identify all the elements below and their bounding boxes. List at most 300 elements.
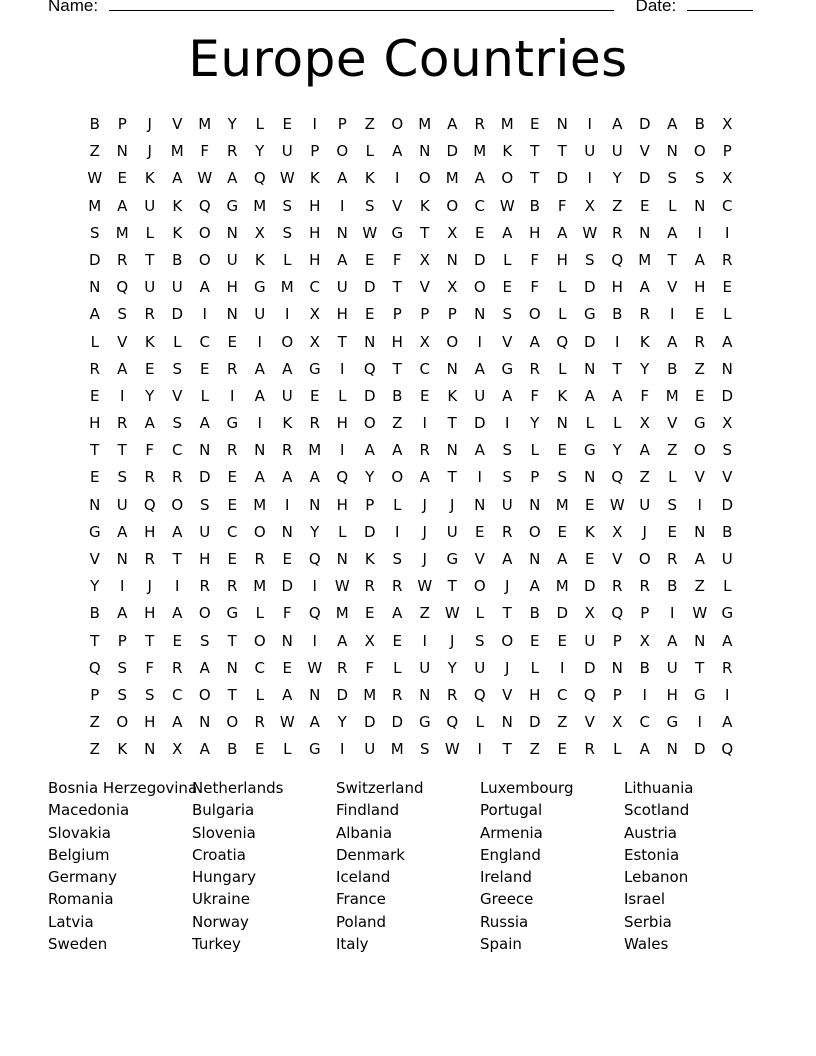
grid-letter[interactable]: T <box>447 414 457 433</box>
grid-letter[interactable]: E <box>282 115 292 133</box>
grid-letter[interactable]: T <box>530 169 540 188</box>
grid-letter[interactable]: G <box>693 414 706 433</box>
grid-letter[interactable]: B <box>529 604 540 623</box>
grid-letter[interactable]: D <box>583 278 596 297</box>
grid-letter[interactable]: H <box>529 223 541 242</box>
grid-letter[interactable]: K <box>364 550 375 568</box>
grid-letter[interactable]: E <box>557 522 567 541</box>
grid-letter[interactable]: X <box>419 332 430 351</box>
grid-letter[interactable]: Z <box>89 740 100 759</box>
grid-letter[interactable]: Y <box>447 658 457 677</box>
grid-letter[interactable]: W <box>334 577 350 596</box>
grid-letter[interactable]: A <box>667 332 678 351</box>
grid-letter[interactable]: S <box>364 196 375 215</box>
grid-letter[interactable]: H <box>144 522 156 541</box>
grid-letter[interactable]: L <box>558 278 567 297</box>
grid-letter[interactable]: T <box>337 332 347 351</box>
grid-letter[interactable]: G <box>446 550 459 568</box>
grid-letter[interactable]: H <box>144 713 156 732</box>
grid-letter[interactable]: N <box>584 468 596 487</box>
grid-letter[interactable]: E <box>530 115 540 133</box>
grid-letter[interactable]: B <box>722 522 733 541</box>
grid-letter[interactable]: M <box>473 142 487 161</box>
grid-letter[interactable]: I <box>340 740 345 759</box>
grid-letter[interactable]: Q <box>611 604 624 623</box>
grid-letter[interactable]: O <box>198 604 211 623</box>
grid-letter[interactable]: O <box>473 577 486 596</box>
grid-letter[interactable]: L <box>668 196 677 215</box>
grid-letter[interactable]: U <box>639 495 651 514</box>
grid-letter[interactable]: N <box>226 305 238 324</box>
grid-letter[interactable]: I <box>395 169 400 188</box>
grid-letter[interactable]: I <box>422 414 427 433</box>
grid-letter[interactable]: T <box>392 359 402 378</box>
grid-letter[interactable]: O <box>391 115 404 133</box>
grid-letter[interactable]: N <box>199 441 211 460</box>
grid-letter[interactable]: S <box>89 223 100 242</box>
grid-letter[interactable]: E <box>557 631 567 650</box>
grid-letter[interactable]: W <box>87 169 103 188</box>
grid-letter[interactable]: V <box>419 278 430 297</box>
grid-letter[interactable]: N <box>336 223 348 242</box>
grid-letter[interactable]: Q <box>308 550 321 568</box>
grid-letter[interactable]: L <box>173 332 182 351</box>
grid-letter[interactable]: M <box>665 386 679 405</box>
grid-letter[interactable]: L <box>613 414 622 433</box>
grid-letter[interactable]: H <box>89 414 101 433</box>
grid-letter[interactable]: I <box>120 386 125 405</box>
grid-letter[interactable]: N <box>419 142 431 161</box>
grid-letter[interactable]: D <box>583 658 596 677</box>
grid-letter[interactable]: E <box>90 386 100 405</box>
grid-letter[interactable]: X <box>364 631 375 650</box>
grid-letter[interactable]: L <box>338 386 347 405</box>
grid-letter[interactable]: R <box>144 305 155 324</box>
grid-letter[interactable]: V <box>172 115 183 133</box>
grid-letter[interactable]: E <box>200 359 210 378</box>
grid-letter[interactable]: Z <box>392 414 403 433</box>
grid-letter[interactable]: I <box>477 468 482 487</box>
grid-letter[interactable]: U <box>364 740 376 759</box>
grid-letter[interactable]: N <box>281 522 293 541</box>
grid-letter[interactable]: J <box>505 577 510 596</box>
grid-letter[interactable]: G <box>226 196 239 215</box>
grid-letter[interactable]: U <box>446 522 458 541</box>
grid-letter[interactable]: A <box>337 169 348 188</box>
grid-letter[interactable]: R <box>172 468 183 487</box>
grid-letter[interactable]: C <box>309 278 320 297</box>
grid-letter[interactable]: R <box>474 115 485 133</box>
grid-letter[interactable]: I <box>120 577 125 596</box>
grid-letter[interactable]: F <box>530 250 540 269</box>
grid-letter[interactable]: W <box>417 577 433 596</box>
grid-letter[interactable]: T <box>557 142 567 161</box>
grid-letter[interactable]: N <box>501 713 513 732</box>
grid-letter[interactable]: W <box>444 604 460 623</box>
grid-letter[interactable]: K <box>557 386 568 405</box>
grid-letter[interactable]: X <box>447 278 458 297</box>
grid-letter[interactable]: A <box>117 522 128 541</box>
grid-letter[interactable]: I <box>285 305 290 324</box>
grid-letter[interactable]: I <box>725 223 730 242</box>
grid-letter[interactable]: E <box>255 740 265 759</box>
grid-letter[interactable]: Q <box>336 468 349 487</box>
grid-letter[interactable]: F <box>365 658 375 677</box>
grid-letter[interactable]: T <box>502 740 512 759</box>
grid-letter[interactable]: P <box>530 468 540 487</box>
grid-letter[interactable]: Y <box>530 414 540 433</box>
grid-letter[interactable]: B <box>529 196 540 215</box>
grid-letter[interactable]: N <box>694 522 706 541</box>
grid-letter[interactable]: S <box>419 740 430 759</box>
grid-letter[interactable]: K <box>172 196 183 215</box>
grid-letter[interactable]: A <box>474 169 485 188</box>
grid-letter[interactable]: F <box>145 441 155 460</box>
grid-letter[interactable]: O <box>638 550 651 568</box>
grid-letter[interactable]: E <box>667 522 677 541</box>
grid-letter[interactable]: G <box>308 359 321 378</box>
grid-letter[interactable]: I <box>422 631 427 650</box>
grid-letter[interactable]: I <box>312 577 317 596</box>
grid-letter[interactable]: E <box>640 196 650 215</box>
grid-letter[interactable]: I <box>697 713 702 732</box>
grid-letter[interactable]: C <box>254 658 265 677</box>
grid-letter[interactable]: M <box>445 169 459 188</box>
grid-letter[interactable]: G <box>418 713 431 732</box>
grid-letter[interactable]: I <box>312 115 317 133</box>
grid-letter[interactable]: Z <box>694 577 705 596</box>
grid-letter[interactable]: T <box>420 223 430 242</box>
grid-letter[interactable]: E <box>502 278 512 297</box>
grid-letter[interactable]: A <box>227 169 238 188</box>
grid-letter[interactable]: T <box>530 142 540 161</box>
grid-letter[interactable]: E <box>392 631 402 650</box>
grid-letter[interactable]: I <box>257 414 262 433</box>
grid-letter[interactable]: R <box>144 468 155 487</box>
grid-letter[interactable]: F <box>282 604 292 623</box>
grid-letter[interactable]: T <box>447 468 457 487</box>
grid-letter[interactable]: A <box>502 386 513 405</box>
grid-letter[interactable]: D <box>198 468 211 487</box>
grid-letter[interactable]: X <box>722 414 733 433</box>
grid-letter[interactable]: R <box>337 658 348 677</box>
grid-letter[interactable]: Z <box>694 359 705 378</box>
grid-letter[interactable]: I <box>285 495 290 514</box>
grid-letter[interactable]: J <box>147 577 152 596</box>
grid-letter[interactable]: I <box>642 685 647 704</box>
grid-letter[interactable]: N <box>639 223 651 242</box>
grid-letter[interactable]: X <box>584 604 595 623</box>
grid-letter[interactable]: X <box>612 522 623 541</box>
grid-letter[interactable]: Z <box>639 468 650 487</box>
grid-letter[interactable]: E <box>475 522 485 541</box>
grid-letter[interactable]: R <box>227 359 238 378</box>
grid-letter[interactable]: I <box>670 305 675 324</box>
grid-letter[interactable]: Q <box>611 250 624 269</box>
grid-letter[interactable]: V <box>639 142 650 161</box>
grid-letter[interactable]: R <box>227 441 238 460</box>
grid-letter[interactable]: D <box>721 386 734 405</box>
grid-letter[interactable]: Q <box>88 658 101 677</box>
grid-letter[interactable]: L <box>255 115 264 133</box>
grid-letter[interactable]: A <box>282 359 293 378</box>
grid-letter[interactable]: W <box>279 713 295 732</box>
grid-letter[interactable]: G <box>666 713 679 732</box>
grid-letter[interactable]: O <box>198 685 211 704</box>
grid-letter[interactable]: T <box>612 359 622 378</box>
grid-letter[interactable]: O <box>253 522 266 541</box>
grid-letter[interactable]: I <box>340 359 345 378</box>
grid-letter[interactable]: L <box>475 604 484 623</box>
grid-letter[interactable]: C <box>199 332 210 351</box>
grid-letter[interactable]: Z <box>419 604 430 623</box>
grid-letter[interactable]: K <box>144 332 155 351</box>
grid-letter[interactable]: A <box>254 386 265 405</box>
grid-letter[interactable]: V <box>694 468 705 487</box>
grid-letter[interactable]: K <box>172 223 183 242</box>
grid-letter[interactable]: H <box>336 305 348 324</box>
grid-letter[interactable]: B <box>667 577 678 596</box>
grid-letter[interactable]: P <box>612 631 622 650</box>
grid-letter[interactable]: Z <box>557 713 568 732</box>
grid-letter[interactable]: L <box>338 522 347 541</box>
grid-letter[interactable]: P <box>612 685 622 704</box>
grid-letter[interactable]: L <box>558 359 567 378</box>
grid-letter[interactable]: B <box>612 305 623 324</box>
grid-letter[interactable]: N <box>116 142 128 161</box>
grid-letter[interactable]: Z <box>667 441 678 460</box>
grid-letter[interactable]: I <box>725 685 730 704</box>
grid-letter[interactable]: G <box>501 359 514 378</box>
grid-letter[interactable]: S <box>392 550 403 568</box>
grid-letter[interactable]: D <box>363 713 376 732</box>
grid-letter[interactable]: U <box>474 386 486 405</box>
grid-letter[interactable]: O <box>501 631 514 650</box>
grid-letter[interactable]: A <box>144 414 155 433</box>
grid-letter[interactable]: Q <box>721 740 734 759</box>
grid-letter[interactable]: K <box>282 414 293 433</box>
grid-letter[interactable]: U <box>501 495 513 514</box>
grid-letter[interactable]: G <box>226 414 239 433</box>
grid-letter[interactable]: I <box>312 631 317 650</box>
grid-letter[interactable]: A <box>502 223 513 242</box>
grid-letter[interactable]: A <box>639 441 650 460</box>
grid-letter[interactable]: D <box>583 332 596 351</box>
grid-letter[interactable]: N <box>584 359 596 378</box>
grid-letter[interactable]: N <box>474 305 486 324</box>
grid-letter[interactable]: D <box>473 250 486 269</box>
grid-letter[interactable]: R <box>254 713 265 732</box>
grid-letter[interactable]: S <box>694 169 705 188</box>
grid-letter[interactable]: E <box>365 305 375 324</box>
grid-letter[interactable]: R <box>117 250 128 269</box>
grid-letter[interactable]: R <box>584 740 595 759</box>
grid-letter[interactable]: S <box>117 658 128 677</box>
grid-letter[interactable]: S <box>117 468 128 487</box>
grid-letter[interactable]: Q <box>446 713 459 732</box>
grid-letter[interactable]: W <box>499 196 515 215</box>
grid-letter[interactable]: E <box>227 550 237 568</box>
grid-letter[interactable]: E <box>227 332 237 351</box>
grid-letter[interactable]: I <box>340 196 345 215</box>
grid-letter[interactable]: D <box>528 713 541 732</box>
grid-letter[interactable]: A <box>392 604 403 623</box>
grid-letter[interactable]: E <box>585 550 595 568</box>
grid-letter[interactable]: I <box>395 522 400 541</box>
grid-letter[interactable]: T <box>172 550 182 568</box>
grid-letter[interactable]: Q <box>253 169 266 188</box>
grid-letter[interactable]: R <box>612 577 623 596</box>
grid-letter[interactable]: A <box>502 550 513 568</box>
grid-letter[interactable]: P <box>447 305 457 324</box>
grid-letter[interactable]: C <box>172 441 183 460</box>
grid-letter[interactable]: B <box>89 115 100 133</box>
grid-letter[interactable]: M <box>280 278 294 297</box>
grid-letter[interactable]: T <box>90 631 100 650</box>
grid-letter[interactable]: A <box>282 468 293 487</box>
grid-letter[interactable]: D <box>88 250 101 269</box>
grid-letter[interactable]: A <box>254 468 265 487</box>
grid-letter[interactable]: O <box>693 142 706 161</box>
grid-letter[interactable]: P <box>392 305 402 324</box>
grid-letter[interactable]: H <box>694 278 706 297</box>
grid-letter[interactable]: H <box>309 196 321 215</box>
grid-letter[interactable]: N <box>666 142 678 161</box>
grid-letter[interactable]: A <box>529 577 540 596</box>
grid-letter[interactable]: R <box>282 441 293 460</box>
grid-letter[interactable]: A <box>612 115 623 133</box>
grid-letter[interactable]: M <box>363 685 377 704</box>
grid-letter[interactable]: R <box>144 550 155 568</box>
grid-letter[interactable]: L <box>393 658 402 677</box>
grid-letter[interactable]: L <box>585 414 594 433</box>
grid-letter[interactable]: A <box>172 169 183 188</box>
grid-letter[interactable]: F <box>145 658 155 677</box>
grid-letter[interactable]: U <box>254 305 266 324</box>
grid-letter[interactable]: M <box>170 142 184 161</box>
grid-letter[interactable]: X <box>584 196 595 215</box>
grid-letter[interactable]: G <box>88 522 101 541</box>
grid-letter[interactable]: I <box>477 332 482 351</box>
grid-letter[interactable]: N <box>199 713 211 732</box>
grid-letter[interactable]: E <box>695 386 705 405</box>
grid-letter[interactable]: N <box>309 495 321 514</box>
grid-letter[interactable]: D <box>336 685 349 704</box>
grid-letter[interactable]: O <box>693 441 706 460</box>
grid-letter[interactable]: O <box>336 142 349 161</box>
grid-letter[interactable]: V <box>722 468 733 487</box>
grid-letter[interactable]: O <box>253 631 266 650</box>
grid-letter[interactable]: R <box>227 142 238 161</box>
grid-letter[interactable]: R <box>722 658 733 677</box>
grid-letter[interactable]: A <box>419 468 430 487</box>
grid-letter[interactable]: M <box>253 495 267 514</box>
grid-letter[interactable]: D <box>281 577 294 596</box>
grid-letter[interactable]: P <box>640 604 650 623</box>
grid-letter[interactable]: O <box>198 223 211 242</box>
grid-letter[interactable]: X <box>639 414 650 433</box>
grid-letter[interactable]: O <box>501 169 514 188</box>
grid-letter[interactable]: A <box>694 550 705 568</box>
grid-letter[interactable]: R <box>172 658 183 677</box>
grid-letter[interactable]: K <box>144 169 155 188</box>
grid-letter[interactable]: T <box>695 658 705 677</box>
grid-letter[interactable]: Q <box>556 332 569 351</box>
grid-letter[interactable]: F <box>200 142 210 161</box>
grid-letter[interactable]: A <box>722 713 733 732</box>
grid-letter[interactable]: Y <box>310 522 320 541</box>
grid-letter[interactable]: N <box>474 495 486 514</box>
grid-letter[interactable]: U <box>226 250 238 269</box>
grid-letter[interactable]: I <box>202 305 207 324</box>
grid-letter[interactable]: Q <box>363 359 376 378</box>
grid-letter[interactable]: B <box>392 386 403 405</box>
grid-letter[interactable]: R <box>694 332 705 351</box>
grid-letter[interactable]: A <box>474 441 485 460</box>
grid-letter[interactable]: H <box>391 332 403 351</box>
grid-letter[interactable]: J <box>642 522 647 541</box>
grid-letter[interactable]: N <box>666 740 678 759</box>
grid-letter[interactable]: L <box>145 223 154 242</box>
grid-letter[interactable]: C <box>227 522 238 541</box>
grid-letter[interactable]: O <box>198 250 211 269</box>
grid-letter[interactable]: C <box>172 685 183 704</box>
grid-letter[interactable]: A <box>557 550 568 568</box>
grid-letter[interactable]: M <box>253 577 267 596</box>
grid-letter[interactable]: D <box>391 713 404 732</box>
grid-letter[interactable]: E <box>227 495 237 514</box>
grid-letter[interactable]: A <box>722 332 733 351</box>
grid-letter[interactable]: R <box>419 441 430 460</box>
grid-letter[interactable]: L <box>668 468 677 487</box>
grid-letter[interactable]: V <box>502 332 513 351</box>
grid-letter[interactable]: S <box>199 631 210 650</box>
grid-letter[interactable]: K <box>447 386 458 405</box>
grid-letter[interactable]: C <box>639 713 650 732</box>
grid-letter[interactable]: P <box>420 305 430 324</box>
grid-letter[interactable]: R <box>667 550 678 568</box>
grid-letter[interactable]: U <box>144 278 156 297</box>
grid-letter[interactable]: H <box>666 685 678 704</box>
grid-letter[interactable]: S <box>667 169 678 188</box>
grid-letter[interactable]: W <box>279 169 295 188</box>
grid-letter[interactable]: D <box>446 142 459 161</box>
grid-letter[interactable]: L <box>200 386 209 405</box>
grid-letter[interactable]: K <box>502 142 513 161</box>
name-blank-line[interactable] <box>109 0 614 11</box>
grid-letter[interactable]: Z <box>612 196 623 215</box>
grid-letter[interactable]: X <box>172 740 183 759</box>
grid-letter[interactable]: R <box>364 577 375 596</box>
grid-letter[interactable]: T <box>227 685 237 704</box>
grid-letter[interactable]: A <box>392 142 403 161</box>
grid-letter[interactable]: D <box>363 522 376 541</box>
grid-letter[interactable]: J <box>422 522 427 541</box>
grid-letter[interactable]: L <box>283 250 292 269</box>
grid-letter[interactable]: S <box>282 196 293 215</box>
grid-letter[interactable]: D <box>556 169 569 188</box>
grid-letter[interactable]: A <box>172 522 183 541</box>
grid-letter[interactable]: H <box>144 604 156 623</box>
grid-letter[interactable]: W <box>582 223 598 242</box>
grid-letter[interactable]: J <box>505 658 510 677</box>
grid-letter[interactable]: M <box>253 196 267 215</box>
grid-letter[interactable]: Y <box>365 468 375 487</box>
grid-letter[interactable]: Q <box>143 495 156 514</box>
grid-letter[interactable]: N <box>446 359 458 378</box>
grid-letter[interactable]: S <box>502 305 513 324</box>
grid-letter[interactable]: A <box>667 115 678 133</box>
